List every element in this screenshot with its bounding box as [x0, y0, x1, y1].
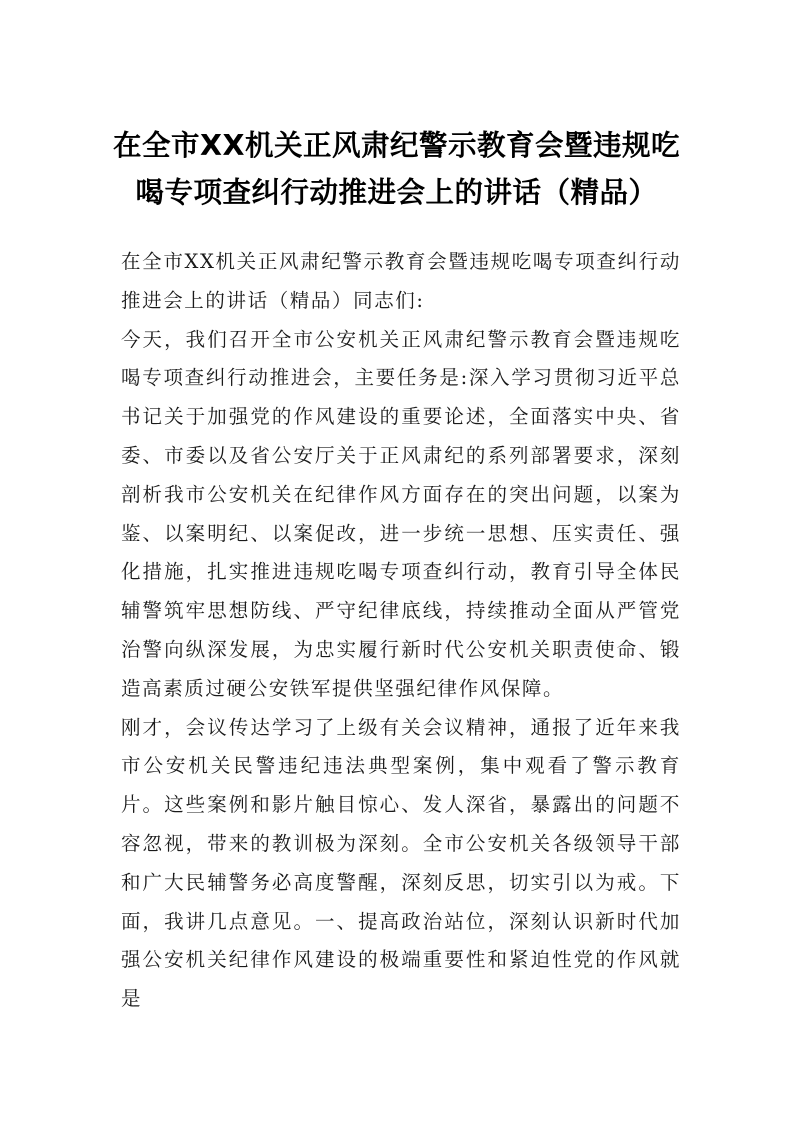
document-body [121, 243, 681, 1019]
paragraph-opening: 在全市XX机关正风肃纪警示教育会暨违规吃喝专项查纠行动推进会上的讲话（精品）同志们: [121, 250, 681, 312]
paragraph-meeting-review: 刚才，会议传达学习了上级有关会议精神，通报了近年来我市公安机关民警违纪违法典型案例，集中观看了警示教育片。这些案例和影片触目惊心、发人深省，暴露出的问题不容忽视，带来的教训极为深刻。全市公安机关各级领导干部和广大民辅警务必高度警醒，深刻反思，切实引以为戒。下面，我讲几点意见。一、提高政治站位，深刻认识新时代加强公安机关纪律作风建设的极端重要性和紧迫性党的作风就是 [121, 715, 681, 1011]
paragraph-main-task: 今天，我们召开全市公安机关正风肃纪警示教育会暨违规吃喝专项查纠行动推进会，主要任务是:深入学习贯彻习近平总书记关于加强党的作风建设的重要论述，全面落实中央、省委、市委以及省公安厅关于正风肃纪的系列部署要求，深刻剖析我市公安机关在纪律作风方面存在的突出问题，以案为鉴、以案明纪、以案促改，进一步统一思想、压实责任、强化措施，扎实推进违规吃喝专项查纠行动，教育引导全体民辅警筑牢思想防线、严守纪律底线，持续推动全面从严管党治警向纵深发展，为忠实履行新时代公安机关职责使命、锻造高素质过硬公安铁军提供坚强纪律作风保障。 [121, 327, 681, 700]
document-title: 在全市XX机关正风肃纪警示教育会暨违规吃喝专项查纠行动推进会上的讲话（精品） [113, 129, 680, 209]
